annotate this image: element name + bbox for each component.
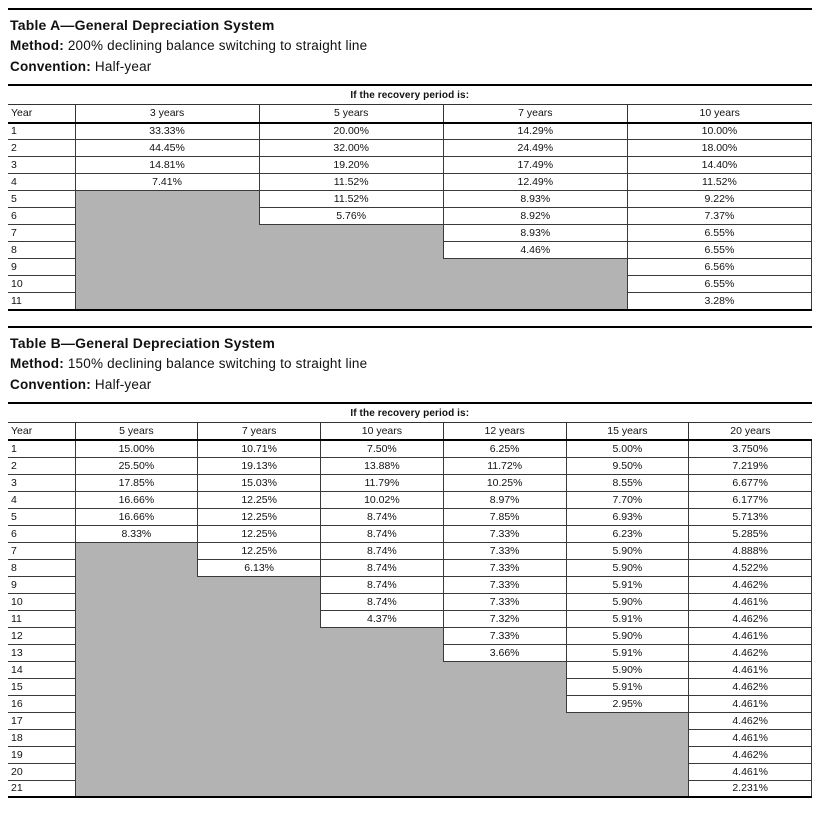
table-row	[8, 174, 812, 191]
masked-cell	[321, 712, 444, 729]
table-row	[8, 208, 812, 225]
masked-cell	[75, 276, 259, 293]
masked-cell	[75, 678, 198, 695]
rate-cell: 8.74%	[321, 593, 444, 610]
rate-cell: 6.177%	[689, 491, 812, 508]
rate-cell: 6.25%	[443, 440, 566, 457]
rate-cell: 7.33%	[443, 525, 566, 542]
rate-cell: 7.219%	[689, 457, 812, 474]
table-row	[8, 457, 812, 474]
rate-cell: 11.52%	[627, 174, 811, 191]
masked-cell	[321, 627, 444, 644]
year-cell: 3	[8, 474, 75, 491]
masked-cell	[75, 661, 198, 678]
table-b-grid	[8, 402, 812, 799]
year-cell: 7	[8, 542, 75, 559]
table-row	[8, 576, 812, 593]
page	[8, 8, 812, 798]
rate-cell: 4.522%	[689, 559, 812, 576]
masked-cell	[443, 712, 566, 729]
masked-cell	[321, 780, 444, 797]
masked-cell	[75, 763, 198, 780]
masked-cell	[198, 746, 321, 763]
recovery-period-column-header: 20 years	[689, 422, 812, 440]
rate-cell: 5.713%	[689, 508, 812, 525]
masked-cell	[198, 678, 321, 695]
rate-cell: 4.37%	[321, 610, 444, 627]
table-row	[8, 440, 812, 457]
rate-cell: 6.55%	[627, 242, 811, 259]
year-column-header: Year	[8, 105, 75, 123]
recovery-period-column-header: 5 years	[75, 422, 198, 440]
table-row	[8, 191, 812, 208]
rate-cell: 8.74%	[321, 525, 444, 542]
rate-cell: 5.76%	[259, 208, 443, 225]
table-a-section	[8, 8, 812, 311]
rate-cell: 14.81%	[75, 157, 259, 174]
rate-cell: 4.462%	[689, 678, 812, 695]
masked-cell	[566, 780, 689, 797]
recovery-period-column-header: 7 years	[443, 105, 627, 123]
year-cell: 2	[8, 140, 75, 157]
masked-cell	[75, 242, 259, 259]
table-row	[8, 525, 812, 542]
rate-cell: 13.88%	[321, 457, 444, 474]
recovery-period-column-header: 7 years	[198, 422, 321, 440]
convention-label: Convention:	[10, 59, 91, 74]
year-cell: 21	[8, 780, 75, 797]
table-row	[8, 157, 812, 174]
table-a-grid	[8, 84, 812, 311]
recovery-period-column-header: 5 years	[259, 105, 443, 123]
table-b-section	[8, 326, 812, 799]
recovery-period-column-header: 12 years	[443, 422, 566, 440]
rate-cell: 8.33%	[75, 525, 198, 542]
masked-cell	[75, 780, 198, 797]
masked-cell	[443, 661, 566, 678]
table-row	[8, 276, 812, 293]
masked-cell	[198, 610, 321, 627]
masked-cell	[443, 276, 627, 293]
masked-cell	[443, 293, 627, 310]
rate-cell: 7.50%	[321, 440, 444, 457]
rate-cell: 12.25%	[198, 542, 321, 559]
rate-cell: 4.462%	[689, 712, 812, 729]
year-cell: 6	[8, 208, 75, 225]
rate-cell: 5.00%	[566, 440, 689, 457]
rate-cell: 4.46%	[443, 242, 627, 259]
rate-cell: 8.97%	[443, 491, 566, 508]
table-row	[8, 593, 812, 610]
rate-cell: 7.33%	[443, 593, 566, 610]
recovery-period-banner: If the recovery period is:	[8, 403, 812, 423]
rate-cell: 8.93%	[443, 191, 627, 208]
rate-cell: 10.25%	[443, 474, 566, 491]
rate-cell: 7.41%	[75, 174, 259, 191]
table-b-convention-line	[10, 374, 810, 395]
masked-cell	[259, 225, 443, 242]
masked-cell	[75, 610, 198, 627]
rate-cell: 8.74%	[321, 559, 444, 576]
rate-cell: 12.49%	[443, 174, 627, 191]
rate-cell: 10.71%	[198, 440, 321, 457]
rate-cell: 8.74%	[321, 508, 444, 525]
rate-cell: 5.90%	[566, 559, 689, 576]
year-cell: 14	[8, 661, 75, 678]
rate-cell: 4.461%	[689, 593, 812, 610]
rate-cell: 8.74%	[321, 542, 444, 559]
recovery-period-column-header: 10 years	[627, 105, 811, 123]
masked-cell	[259, 293, 443, 310]
rate-cell: 12.25%	[198, 508, 321, 525]
recovery-period-column-header: 3 years	[75, 105, 259, 123]
rate-cell: 5.91%	[566, 576, 689, 593]
rate-cell: 14.29%	[443, 123, 627, 140]
masked-cell	[75, 712, 198, 729]
masked-cell	[566, 746, 689, 763]
rate-cell: 5.91%	[566, 644, 689, 661]
table-row	[8, 644, 812, 661]
table-row	[8, 140, 812, 157]
rate-cell: 4.462%	[689, 610, 812, 627]
masked-cell	[566, 763, 689, 780]
convention-value: Half-year	[94, 376, 152, 392]
table-row	[8, 542, 812, 559]
rate-cell: 11.72%	[443, 457, 566, 474]
year-cell: 11	[8, 610, 75, 627]
table-row	[8, 678, 812, 695]
table-row	[8, 559, 812, 576]
table-a-method-line	[10, 35, 810, 56]
rate-cell: 19.13%	[198, 457, 321, 474]
table-row	[8, 474, 812, 491]
rate-cell: 4.462%	[689, 576, 812, 593]
rate-cell: 8.93%	[443, 225, 627, 242]
rate-cell: 3.28%	[627, 293, 811, 310]
masked-cell	[259, 276, 443, 293]
masked-cell	[198, 644, 321, 661]
year-column-header: Year	[8, 422, 75, 440]
masked-cell	[259, 242, 443, 259]
rate-cell: 19.20%	[259, 157, 443, 174]
year-cell: 16	[8, 695, 75, 712]
masked-cell	[443, 729, 566, 746]
table-b-title-block	[8, 328, 812, 402]
rate-cell: 2.231%	[689, 780, 812, 797]
table-row	[8, 242, 812, 259]
year-cell: 10	[8, 593, 75, 610]
rate-cell: 6.13%	[198, 559, 321, 576]
recovery-period-banner: If the recovery period is:	[8, 85, 812, 105]
table-a-convention-line	[10, 56, 810, 77]
rate-cell: 33.33%	[75, 123, 259, 140]
table-row	[8, 729, 812, 746]
rate-cell: 20.00%	[259, 123, 443, 140]
rate-cell: 6.55%	[627, 276, 811, 293]
rate-cell: 3.750%	[689, 440, 812, 457]
year-cell: 5	[8, 191, 75, 208]
rate-cell: 12.25%	[198, 491, 321, 508]
rate-cell: 11.52%	[259, 191, 443, 208]
masked-cell	[321, 661, 444, 678]
table-row	[8, 780, 812, 797]
rate-cell: 6.677%	[689, 474, 812, 491]
rate-cell: 6.93%	[566, 508, 689, 525]
table-row	[8, 661, 812, 678]
rate-cell: 3.66%	[443, 644, 566, 661]
masked-cell	[198, 576, 321, 593]
rate-cell: 2.95%	[566, 695, 689, 712]
masked-cell	[75, 746, 198, 763]
rate-cell: 5.90%	[566, 593, 689, 610]
rate-cell: 16.66%	[75, 508, 198, 525]
masked-cell	[198, 695, 321, 712]
rate-cell: 6.56%	[627, 259, 811, 276]
year-cell: 11	[8, 293, 75, 310]
table-row	[8, 123, 812, 140]
table-row	[8, 695, 812, 712]
rate-cell: 5.91%	[566, 610, 689, 627]
masked-cell	[566, 729, 689, 746]
rate-cell: 7.33%	[443, 576, 566, 593]
year-cell: 18	[8, 729, 75, 746]
table-row	[8, 763, 812, 780]
rate-cell: 11.52%	[259, 174, 443, 191]
rate-cell: 7.85%	[443, 508, 566, 525]
masked-cell	[198, 763, 321, 780]
year-cell: 8	[8, 242, 75, 259]
rate-cell: 7.33%	[443, 542, 566, 559]
method-value: 150% declining balance switching to straight line	[67, 355, 368, 371]
masked-cell	[443, 746, 566, 763]
rate-cell: 4.461%	[689, 695, 812, 712]
rate-cell: 16.66%	[75, 491, 198, 508]
table-row	[8, 627, 812, 644]
masked-cell	[443, 780, 566, 797]
table-b-grid-host	[8, 402, 812, 799]
table-row	[8, 225, 812, 242]
rate-cell: 7.32%	[443, 610, 566, 627]
year-cell: 1	[8, 440, 75, 457]
rate-cell: 5.90%	[566, 661, 689, 678]
rate-cell: 4.888%	[689, 542, 812, 559]
rate-cell: 14.40%	[627, 157, 811, 174]
masked-cell	[321, 695, 444, 712]
table-row	[8, 746, 812, 763]
rate-cell: 9.50%	[566, 457, 689, 474]
masked-cell	[198, 780, 321, 797]
year-cell: 8	[8, 559, 75, 576]
masked-cell	[75, 576, 198, 593]
table-b-title: Table B—General Depreciation System	[10, 334, 276, 351]
rate-cell: 5.91%	[566, 678, 689, 695]
table-a-title: Table A—General Depreciation System	[10, 17, 275, 33]
masked-cell	[198, 661, 321, 678]
rate-cell: 10.00%	[627, 123, 811, 140]
recovery-period-column-header: 15 years	[566, 422, 689, 440]
masked-cell	[75, 559, 198, 576]
rate-cell: 5.90%	[566, 542, 689, 559]
rate-cell: 4.461%	[689, 729, 812, 746]
year-cell: 5	[8, 508, 75, 525]
masked-cell	[443, 259, 627, 276]
rate-cell: 8.55%	[566, 474, 689, 491]
masked-cell	[75, 627, 198, 644]
masked-cell	[443, 695, 566, 712]
masked-cell	[75, 729, 198, 746]
table-a-grid-host	[8, 84, 812, 311]
year-cell: 1	[8, 123, 75, 140]
year-cell: 17	[8, 712, 75, 729]
method-value: 200% declining balance switching to straight line	[67, 38, 368, 53]
masked-cell	[75, 644, 198, 661]
rate-cell: 5.285%	[689, 525, 812, 542]
table-row	[8, 491, 812, 508]
masked-cell	[443, 678, 566, 695]
masked-cell	[321, 746, 444, 763]
year-cell: 4	[8, 174, 75, 191]
rate-cell: 4.462%	[689, 746, 812, 763]
masked-cell	[198, 712, 321, 729]
rate-cell: 7.33%	[443, 627, 566, 644]
rate-cell: 15.00%	[75, 440, 198, 457]
masked-cell	[321, 678, 444, 695]
rate-cell: 12.25%	[198, 525, 321, 542]
year-cell: 6	[8, 525, 75, 542]
rate-cell: 7.33%	[443, 559, 566, 576]
rate-cell: 8.74%	[321, 576, 444, 593]
masked-cell	[75, 593, 198, 610]
year-cell: 13	[8, 644, 75, 661]
table-row	[8, 712, 812, 729]
masked-cell	[75, 225, 259, 242]
rate-cell: 18.00%	[627, 140, 811, 157]
table-b-method-line	[10, 353, 810, 374]
year-cell: 10	[8, 276, 75, 293]
rate-cell: 4.461%	[689, 627, 812, 644]
masked-cell	[443, 763, 566, 780]
convention-value: Half-year	[94, 59, 152, 74]
rate-cell: 44.45%	[75, 140, 259, 157]
rate-cell: 7.70%	[566, 491, 689, 508]
masked-cell	[75, 208, 259, 225]
year-cell: 9	[8, 259, 75, 276]
rate-cell: 10.02%	[321, 491, 444, 508]
rate-cell: 32.00%	[259, 140, 443, 157]
year-cell: 12	[8, 627, 75, 644]
masked-cell	[75, 695, 198, 712]
rate-cell: 11.79%	[321, 474, 444, 491]
convention-label: Convention:	[10, 376, 91, 392]
masked-cell	[566, 712, 689, 729]
rate-cell: 17.85%	[75, 474, 198, 491]
rate-cell: 25.50%	[75, 457, 198, 474]
method-label: Method:	[10, 38, 64, 53]
masked-cell	[321, 729, 444, 746]
table-a-title-block	[8, 10, 812, 84]
masked-cell	[259, 259, 443, 276]
masked-cell	[75, 191, 259, 208]
year-cell: 4	[8, 491, 75, 508]
year-cell: 9	[8, 576, 75, 593]
masked-cell	[321, 763, 444, 780]
rate-cell: 4.462%	[689, 644, 812, 661]
rate-cell: 8.92%	[443, 208, 627, 225]
year-cell: 2	[8, 457, 75, 474]
rate-cell: 5.90%	[566, 627, 689, 644]
rate-cell: 7.37%	[627, 208, 811, 225]
masked-cell	[321, 644, 444, 661]
rate-cell: 4.461%	[689, 763, 812, 780]
masked-cell	[198, 627, 321, 644]
rate-cell: 9.22%	[627, 191, 811, 208]
table-row	[8, 259, 812, 276]
year-cell: 3	[8, 157, 75, 174]
rate-cell: 17.49%	[443, 157, 627, 174]
rate-cell: 4.461%	[689, 661, 812, 678]
rate-cell: 24.49%	[443, 140, 627, 157]
year-cell: 7	[8, 225, 75, 242]
masked-cell	[198, 593, 321, 610]
masked-cell	[75, 293, 259, 310]
year-cell: 15	[8, 678, 75, 695]
rate-cell: 6.55%	[627, 225, 811, 242]
table-row	[8, 508, 812, 525]
recovery-period-column-header: 10 years	[321, 422, 444, 440]
year-cell: 19	[8, 746, 75, 763]
masked-cell	[75, 259, 259, 276]
year-cell: 20	[8, 763, 75, 780]
method-label: Method:	[10, 355, 64, 371]
table-row	[8, 293, 812, 310]
rate-cell: 15.03%	[198, 474, 321, 491]
masked-cell	[198, 729, 321, 746]
table-row	[8, 610, 812, 627]
masked-cell	[75, 542, 198, 559]
rate-cell: 6.23%	[566, 525, 689, 542]
